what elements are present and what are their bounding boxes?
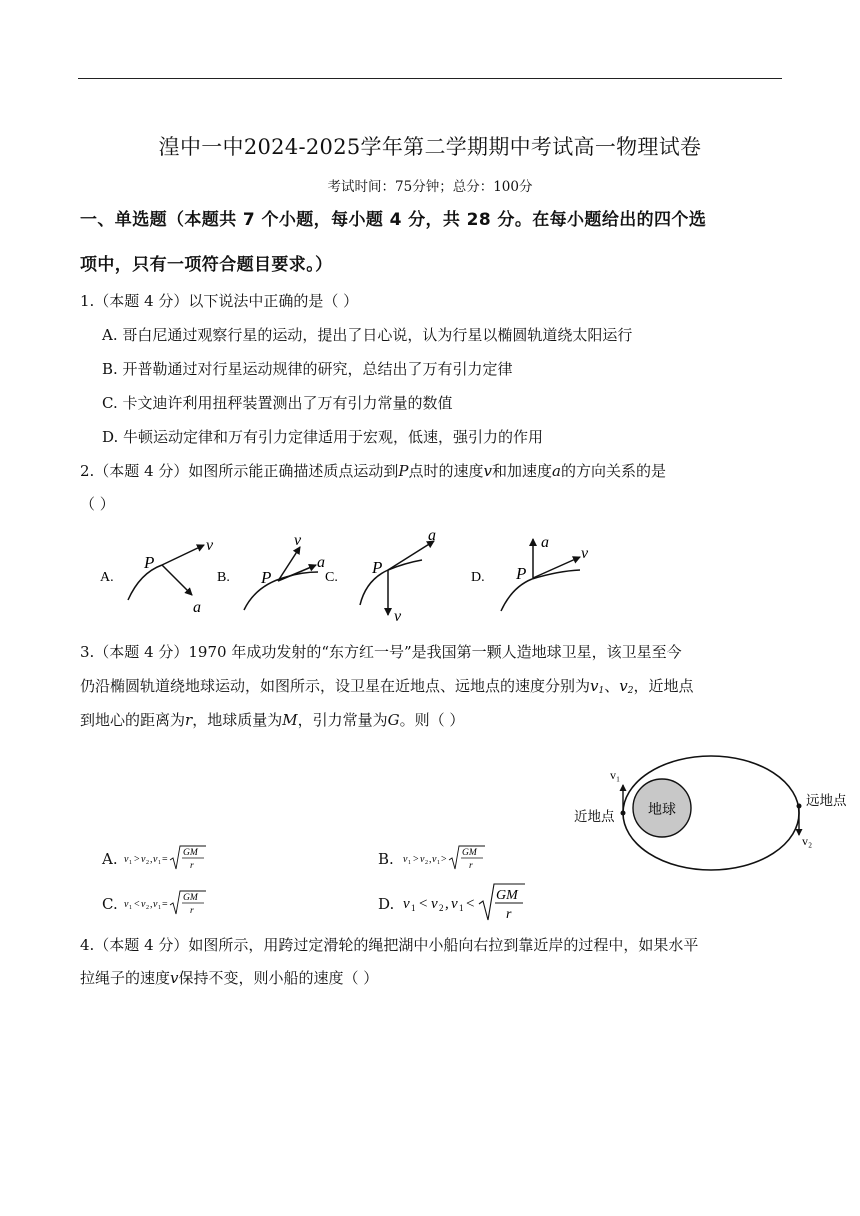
svg-text:v: v [451,896,458,912]
v2-label: v₂ [802,834,813,848]
section-heading-line1: 一、单选题（本题共 7 个小题，每小题 4 分，共 28 分。在每小题给出的四个选 [80,210,707,230]
svg-text:v: v [124,899,129,910]
svg-text:r: r [190,861,194,871]
svg-text:=: = [162,899,168,910]
svg-text:GM: GM [183,848,198,858]
svg-text:>: > [441,854,447,865]
svg-text:v: v [124,854,129,865]
q2-stem-line2: （ ） [80,495,115,513]
svg-text:a: a [193,599,201,616]
q1-stem: 1.（本题 4 分）以下说法中正确的是（ ） [80,292,359,310]
svg-text:,: , [445,896,449,912]
svg-text:1: 1 [129,860,132,866]
section-heading-line2: 项中，只有一项符合题目要求。） [80,255,333,275]
q2-d-velocity-arrow [533,557,580,578]
svg-text:1: 1 [459,903,464,913]
q3-option-c-formula [124,888,224,918]
perigee-dot [621,811,626,816]
svg-text:v: v [431,896,438,912]
svg-text:<: < [466,896,475,912]
svg-text:v: v [432,854,437,865]
svg-text:1: 1 [408,860,411,866]
svg-text:,: , [150,854,153,865]
q3-option-a-label: A. [102,850,118,868]
q2-stem: 2.（本题 4 分）如图所示能正确描述质点运动到P点时的速度v和加速度a的方向关系的是 [80,462,666,480]
q2-a-velocity-arrow [162,545,204,565]
svg-text:P: P [372,558,383,577]
svg-text:a: a [541,534,549,551]
svg-text:v: v [581,545,589,562]
svg-text:v: v [153,899,158,910]
svg-text:1: 1 [158,905,161,911]
q2-label-a: A. [100,570,114,585]
svg-text:2: 2 [439,903,444,913]
svg-text:r: r [469,861,473,871]
q2-figures [80,525,620,625]
svg-text:1: 1 [437,860,440,866]
svg-text:GM: GM [496,888,518,903]
svg-text:2: 2 [146,860,149,866]
q2-label-b: B. [217,570,230,585]
q2-label-d: D. [471,570,485,585]
q2-a-acceleration-arrow [162,565,192,595]
svg-text:v: v [420,854,425,865]
svg-text:1: 1 [158,860,161,866]
q1-option-a: A. 哥白尼通过观察行星的运动，提出了日心说，认为行星以椭圆轨道绕太阳运行 [102,326,633,344]
svg-text:v: v [141,899,146,910]
q2-c-acceleration-arrow [388,541,434,570]
q3-option-a-formula [124,843,224,873]
q2-label-c: C. [325,570,338,585]
q1-option-d: D. 牛顿运动定律和万有引力定律适用于宏观，低速，强引力的作用 [102,428,544,446]
q4-line2: 拉绳子的速度v保持不变，则小船的速度（ ） [80,969,379,987]
apogee-dot [797,804,802,809]
svg-text:>: > [413,854,419,865]
svg-text:a: a [428,527,436,544]
q3-line3: 到地心的距离为r，地球质量为M，引力常量为G。则（ ） [80,711,465,729]
q3-option-d-formula [403,880,533,924]
q2-a-point-label: P [144,553,155,572]
svg-text:v: v [394,608,402,625]
svg-text:1: 1 [411,903,416,913]
svg-text:v: v [141,854,146,865]
svg-text:1: 1 [129,905,132,911]
svg-text:v: v [294,532,302,549]
q3-option-b-label: B. [378,850,394,868]
q1-option-c: C. 卡文迪许利用扭秤装置测出了万有引力常量的数值 [102,394,453,412]
svg-text:,: , [429,854,432,865]
svg-text:v: v [403,854,408,865]
header-rule [78,78,782,79]
svg-text:2: 2 [146,905,149,911]
q3-option-c-label: C. [102,895,118,913]
q1-option-b: B. 开普勒通过对行星运动规律的研究，总结出了万有引力定律 [102,360,513,378]
q3-line2: 仍沿椭圆轨道绕地球运动，如图所示，设卫星在近地点、远地点的速度分别为v1、v2，近地点 [80,677,694,696]
q3-option-b-formula [403,843,503,873]
svg-text:v: v [403,896,410,912]
svg-text:GM: GM [462,848,477,858]
svg-text:v: v [153,854,158,865]
earth-label: 地球 [648,803,676,818]
v1-label: v₁ [610,768,621,782]
svg-text:GM: GM [183,893,198,903]
q4-line1: 4.（本题 4 分）如图所示，用跨过定滑轮的绳把湖中小船向右拉到靠近岸的过程中，如果水平 [80,936,699,954]
svg-text:r: r [190,906,194,916]
q3-orbit-figure [570,755,860,880]
svg-text:,: , [150,899,153,910]
q3-option-d-label: D. [378,895,395,913]
svg-text:a: a [317,554,325,571]
svg-text:v: v [206,537,214,554]
svg-text:P: P [261,568,272,587]
apogee-label: 远地点 [806,793,847,808]
svg-text:P: P [516,564,527,583]
q2-d-trajectory [501,579,532,611]
svg-text:<: < [419,896,428,912]
svg-text:>: > [134,854,140,865]
svg-text:2: 2 [425,860,428,866]
perigee-label: 近地点 [574,809,615,824]
exam-title: 湟中一中2024-2025学年第二学期期中考试高一物理试卷 [158,135,702,159]
svg-text:r: r [506,907,512,922]
svg-text:<: < [134,899,140,910]
svg-text:=: = [162,854,168,865]
exam-subtitle: 考试时间：75分钟；总分：100分 [327,179,533,195]
q3-line1: 3.（本题 4 分）1970 年成功发射的“东方红一号”是我国第一颗人造地球卫星，该卫星至今 [80,643,682,661]
